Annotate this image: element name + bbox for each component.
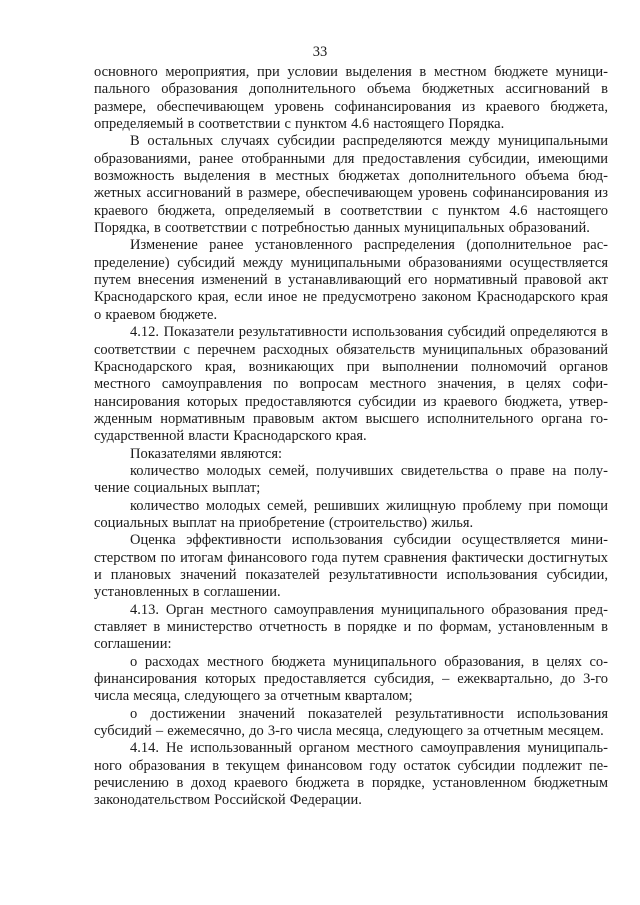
paragraph-4-14: 4.14. Не использованный органом местного самоуправления муниципального образования в текущем финансовом году остаток субсидии подлежит перечислению в доход краевого бюджета в порядке, установленном бюджетным законодательством Российской Федерации. bbox=[94, 740, 608, 809]
paragraph-report-indicators: о достижении значений показателей результативности использования субсидий – ежемесячно, до 3-го числа месяца, следующего за отчетным месяцем. bbox=[94, 705, 608, 740]
paragraph-indicator-2: количество молодых семей, решивших жилищную проблему при помощи социальных выплат на приобретение (строительство) жилья. bbox=[94, 497, 608, 531]
page-number: 33 bbox=[312, 44, 328, 60]
paragraph-report-expenses: о расходах местного бюджета муниципального образования, в целях софинансирования которых предоставляется субсидия, – ежеквартально, до 3-го числа месяца, следующего за отчетным кварталом; bbox=[94, 653, 608, 705]
document-body bbox=[94, 64, 608, 810]
paragraph-4-13: 4.13. Орган местного самоуправления муниципального образования представляет в министерство отчетность в порядке и по формам, установленным в соглашении: bbox=[94, 601, 608, 653]
paragraph-1: основного мероприятия, при условии выделения в местном бюджете муниципального образования дополнительного объема бюджетных ассигнований в размере, обеспечивающем уровень софинансирования из краевого бюджета, определяемый в соответствии с пунктом 4.6 настоящего Порядка. bbox=[94, 64, 608, 133]
paragraph-efficiency: Оценка эффективности использования субсидии осуществляется министерством по итогам финансового года путем сравнения фактически достигнутых и плановых значений показателей результативности использования субсидии, установленных в соглашении. bbox=[94, 532, 608, 601]
paragraph-4-12: 4.12. Показатели результативности использования субсидий определяются в соответствии с перечнем расходных обязательств муниципальных образований Краснодарского края, возникающих при выполнении полномочий органов местного самоуправления по вопросам местного значения, в целях софинансирования которых предоставляются субсидии из краевого бюджета, утвержденным нормативным правовым актом высшего исполнительного органа государственной власти Краснодарского края. bbox=[94, 324, 608, 445]
paragraph-indicators-intro: Показателями являются: bbox=[130, 445, 283, 462]
paragraph-indicator-1: количество молодых семей, получивших свидетельства о праве на получение социальных выплат; bbox=[94, 462, 608, 497]
paragraph-3: Изменение ранее установленного распределения (дополнительное распределение) субсидий между муниципальными образованиями осуществляется путем внесения изменений в устанавливающий его нормативный правовой акт Краснодарского края, если иное не предусмотрено законом Краснодарского края о краевом бюджете. bbox=[94, 237, 608, 323]
paragraph-2: В остальных случаях субсидии распределяются между муниципальными образованиями, ранее отобранными для предоставления субсидии, имеющими возможность выделения в местных бюджетах дополнительного объема бюджетных ассигнований в размере, обеспечивающем уровень софинансирования из краевого бюджета, определяемый в соответствии с пунктом 4.6 настоящего Порядка, в соответствии с потребностью данных муниципальных образований. bbox=[94, 133, 608, 237]
